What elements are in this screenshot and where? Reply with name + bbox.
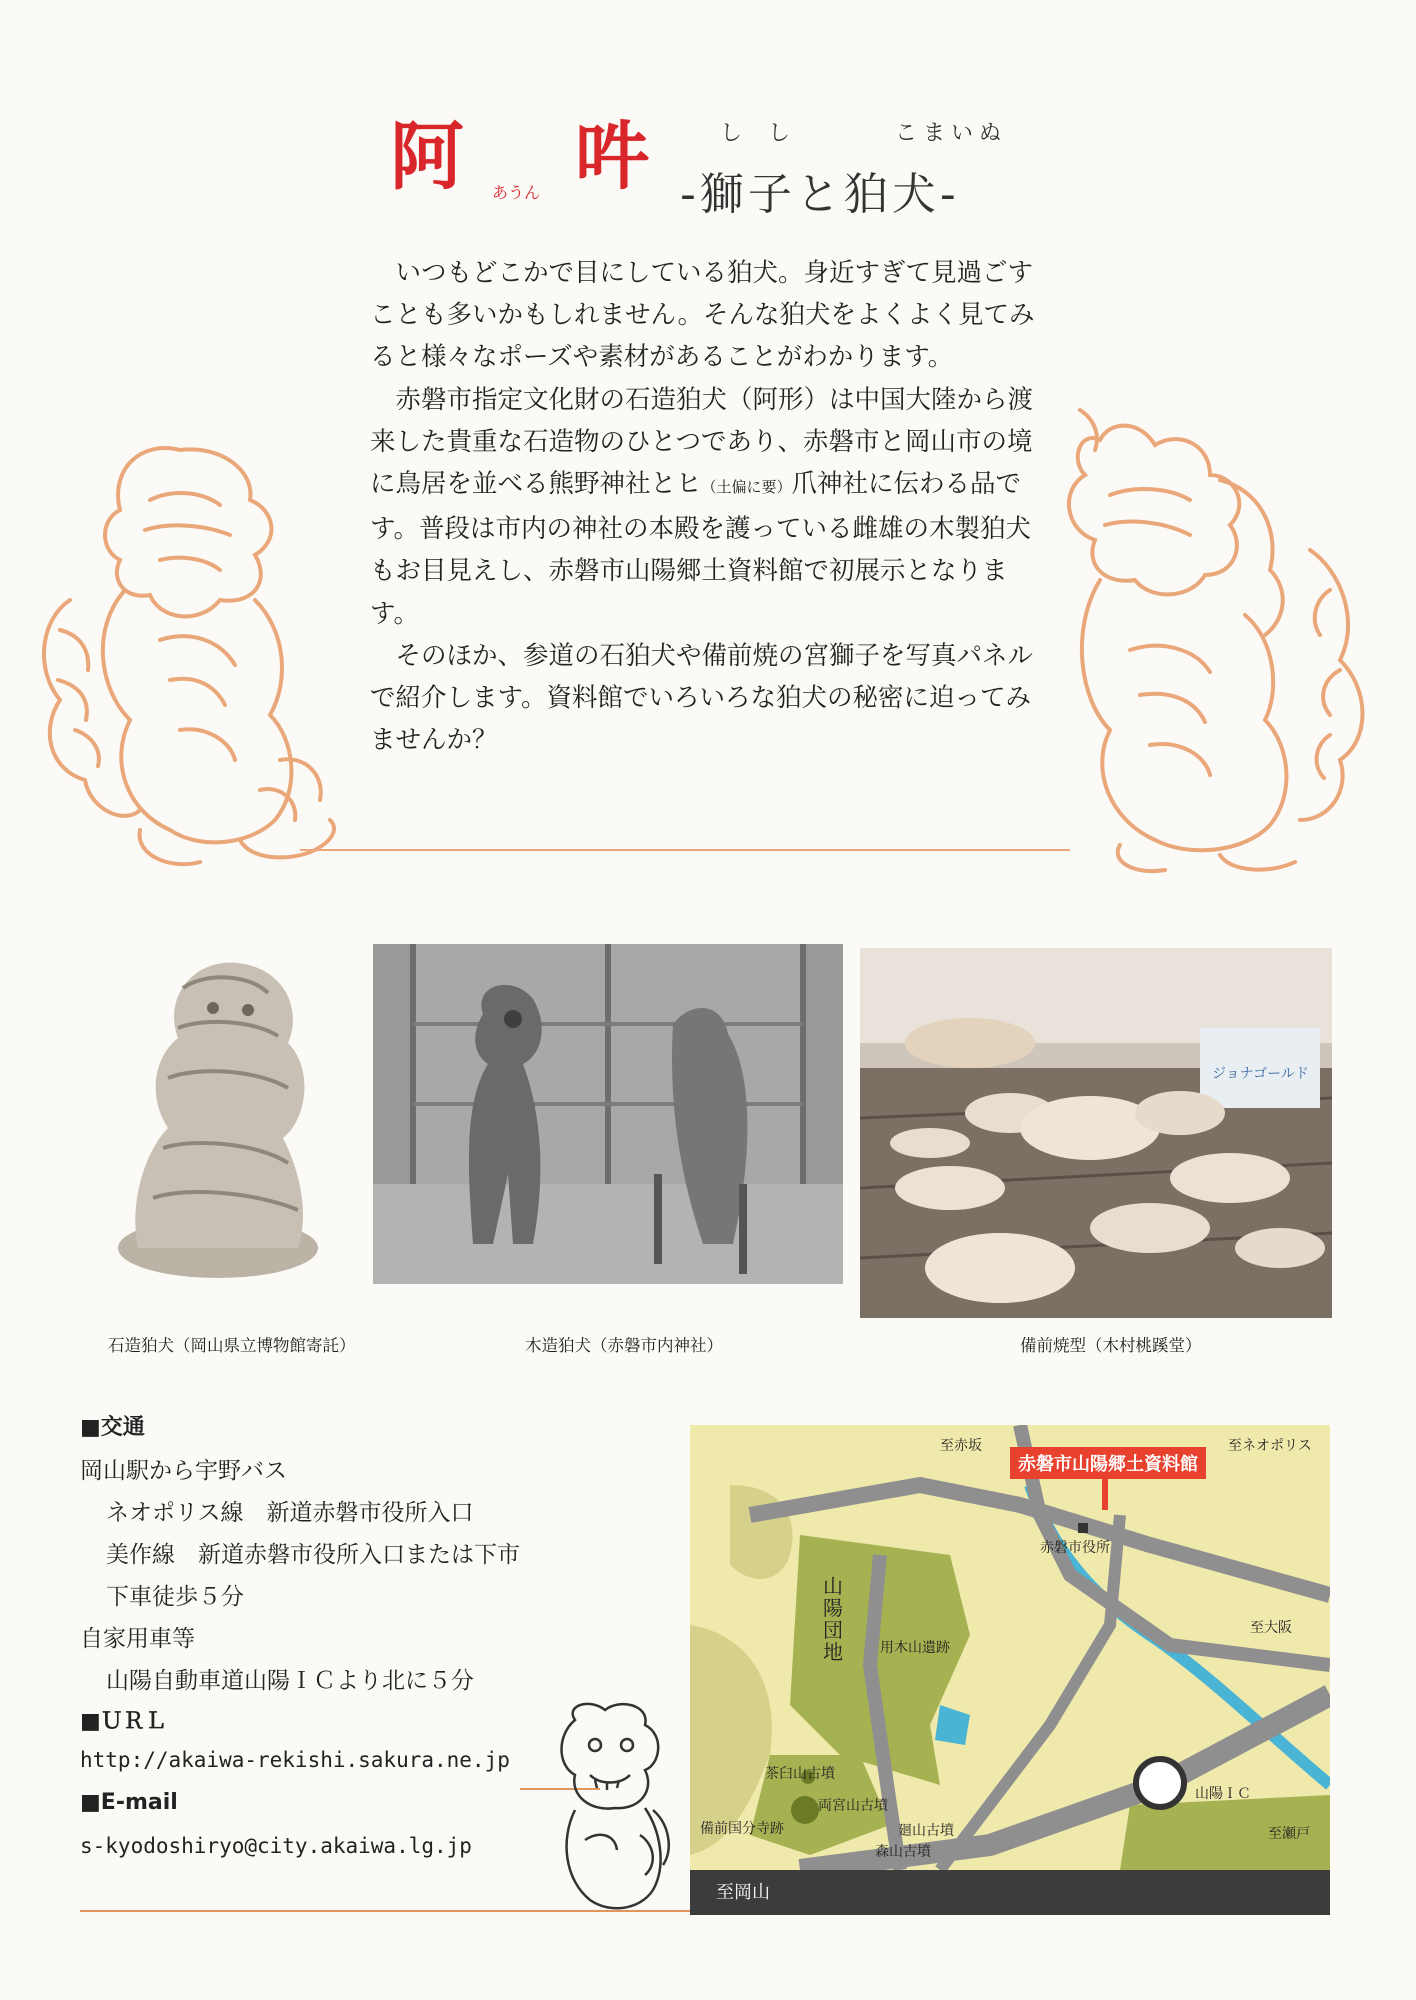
bizen-sign-text: ジョナゴールド	[1212, 1066, 1309, 1082]
decorative-lion-left	[30, 430, 360, 880]
transport-line-1: 岡山駅から宇野バス	[80, 1458, 287, 1484]
map-chausuyama: 茶臼山古墳	[765, 1766, 835, 1782]
title-char-a: 阿	[390, 114, 464, 200]
subtitle: -獅子と狛犬-	[680, 169, 960, 220]
access-map	[690, 1425, 1330, 1915]
intro-paragraph-1: いつもどこかで目にしている狛犬。身近すぎて見過ごすことも多いかもしれません。そんな狛犬をよくよく見てみると様々なポーズや素材があることがわかります。	[370, 258, 1035, 373]
intro-paragraph-2a: 赤磐市指定文化財の石造狛犬（阿形）は中国大陸から渡来した貴重な石造物のひとつであり、赤磐市と岡山市の境に鳥居を並べる熊野神社とヒ	[370, 384, 1034, 500]
intro-text	[370, 252, 1035, 761]
caption-wooden-komainu: 木造狛犬（赤磐市内神社）	[525, 1336, 723, 1355]
transport-line-6: 山陽自動車道山陽ＩＣより北に５分	[106, 1668, 474, 1694]
map-sanyo-danchi: 山陽団地	[823, 1574, 843, 1664]
intro-paragraph-2	[370, 379, 1035, 635]
map-city-hall: 赤磐市役所	[1040, 1540, 1110, 1556]
url-link[interactable]: http://akaiwa-rekishi.sakura.ne.jp	[80, 1748, 510, 1772]
decorative-underline	[300, 848, 1070, 852]
map-yougi-ruins: 用木山遺跡	[880, 1640, 950, 1656]
photo-wooden-komainu	[373, 944, 843, 1284]
url-heading: ■ＵＲＬ	[80, 1709, 167, 1734]
title-char-un: 吽	[575, 114, 649, 200]
transport-line-5: 自家用車等	[80, 1626, 195, 1652]
decorative-lion-right	[1040, 400, 1400, 880]
map-graphic	[690, 1425, 1330, 1915]
caption-stone-komainu: 石造狛犬（岡山県立博物館寄託）	[108, 1336, 356, 1355]
transport-heading: ■交通	[80, 1415, 145, 1440]
map-to-akasaka: 至赤坂	[940, 1438, 982, 1454]
transport-line-2: ネオポリス線 新道赤磐市役所入口	[106, 1500, 474, 1526]
map-hiroyama: 廻山古墳	[898, 1823, 954, 1839]
map-bizen-kokubunji: 備前国分寺跡	[700, 1821, 784, 1837]
map-bottom-band	[690, 1870, 1330, 1915]
map-to-osaka: 至大阪	[1250, 1620, 1292, 1636]
title-block	[390, 110, 1090, 230]
caption-bizen-molds: 備前焼型（木村桃蹊堂）	[1020, 1336, 1202, 1355]
ruby-shishi: しし	[720, 121, 817, 146]
map-sanyo-ic: 山陽ＩＣ	[1195, 1786, 1251, 1802]
photo-stone-komainu	[108, 948, 328, 1283]
map-to-neopolis: 至ネオポリス	[1228, 1438, 1312, 1454]
map-museum-label: 赤磐市山陽郷土資料館	[1010, 1447, 1206, 1479]
email-heading: ■E-mail	[80, 1790, 178, 1815]
intro-paragraph-2b: 爪神社に伝わる品です。普段は市内の神社の本殿を護っている雌雄の木製狛犬もお目見えし、赤磐市山陽郷土資料館で初展示となります。	[370, 469, 1031, 629]
ruby-komainu: こまいぬ	[895, 121, 1008, 146]
map-moriyama: 森山古墳	[875, 1844, 931, 1860]
title-ruby-aun: あうん	[492, 183, 541, 202]
photo-bizen-molds	[860, 948, 1332, 1318]
map-ryogu: 両宮山古墳	[818, 1798, 888, 1814]
intro-paragraph-3: そのほか、参道の石狛犬や備前焼の宮獅子を写真パネルで紹介します。資料館でいろいろな狛犬の秘密に迫ってみませんか？	[370, 640, 1034, 756]
email-link[interactable]: s-kyodoshiryo@city.akaiwa.lg.jp	[80, 1834, 472, 1858]
transport-line-4: 下車徒歩５分	[106, 1584, 244, 1610]
transport-line-3: 美作線 新道赤磐市役所入口または下市	[106, 1542, 520, 1568]
intro-paragraph-2-note: （土偏に要）	[701, 478, 792, 497]
map-to-seto: 至瀬戸	[1268, 1826, 1310, 1842]
map-to-okayama: 至岡山	[716, 1882, 770, 1903]
komainu-mascot-illustration	[545, 1700, 675, 1915]
